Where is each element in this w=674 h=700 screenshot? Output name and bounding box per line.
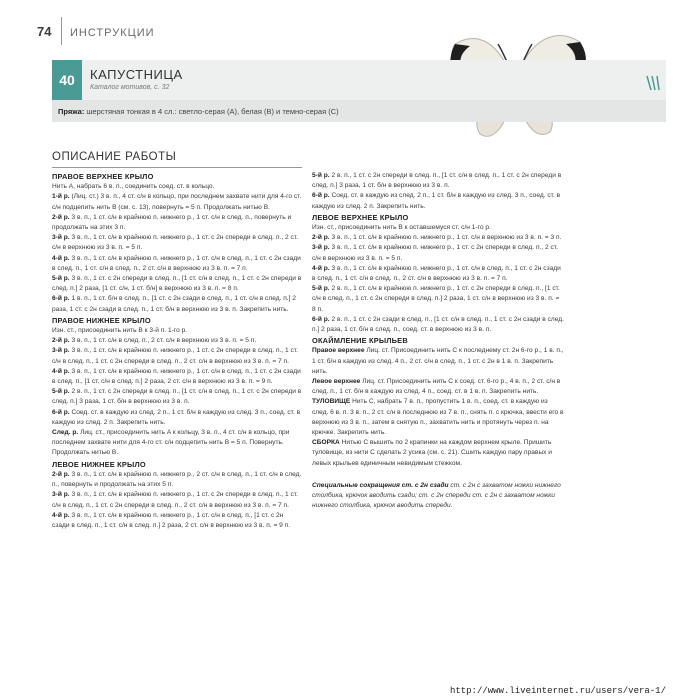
instruction-row — [52, 192, 302, 212]
instruction-row — [52, 254, 302, 274]
right-column — [312, 171, 564, 512]
row-label: 3-й р. — [312, 244, 330, 252]
row-label: 5-й р. — [52, 275, 70, 283]
row-label: 5-й р. — [52, 388, 70, 396]
row-label: 2-й р. — [52, 470, 70, 478]
row-text: 3 в. п., 1 ст. с/н в крайнюю п. нижнего р., 1 ст. с/н в след. п., повернуть и продолжать на этих 3 п. — [52, 213, 292, 232]
row-label: СБОРКА — [312, 439, 340, 447]
row-text: 3 в. п., 1 ст. с/н в крайнюю п. нижнего р., 1 ст. с/н в след. п., 1 ст. с 2н сзади в след. п., 1 ст. с/н в след. п., 2 ст. с/н в верхнюю из 3 в. п. = 7 п. — [52, 254, 301, 272]
instruction-row — [52, 470, 302, 490]
row-text: 3 в. п., 1 ст. с/н в крайнюю п. нижнего р., 1 ст. с/н в след. п., [1 ст. с 2н сзади в след. п., 1 ст. с/н в след. п.] 2 раза, 2 ст. с/н в верхнюю из 3 в. п. = 9 п. — [52, 511, 291, 529]
heading-divider — [52, 167, 302, 168]
row-label: 3-й р. — [52, 491, 70, 499]
row-label: 6-й р. — [52, 295, 70, 303]
row-label: Специальные сокращения ст. с 2н сзади — [312, 481, 449, 489]
row-label: 1-й р. — [52, 193, 70, 201]
row-text: Нить C, набрать 7 в. п., пропустить 1 в. п., соед. ст. в каждую из след. 6 в. п. 3 в. п., 2 ст. с/н в последнюю из 7 в. п., снять п. с крючка, ввести его в верхнюю из 3 в. п., затем в снятую п., захватить нить и протянуть через п. на крючке. Закрепить нить. — [312, 398, 564, 437]
row-label: 2-й р. — [52, 337, 70, 345]
yarn-description: шерстяная тонкая в 4 сл.: светло-серая (A), белая (B) и темно-серая (C) — [84, 107, 339, 116]
instruction-text: Изн. ст., присоединить нить B к оставшемуся ст. с/н 1-го р. — [312, 224, 491, 232]
row-text: Лиц. ст. Присоединить нить C к последнему ст. 2н 6-го р., 1 в. п., 1 ст. б/н в каждую из след. 4 п., 2 ст. с/н в след. п., 1 ст. с 2н в 1 в. п. Закрепить нить. — [312, 347, 564, 375]
source-watermark: http://www.liveinternet.ru/users/vera-1/ — [449, 686, 666, 696]
page-number: 74 — [37, 24, 52, 39]
row-text: Лиц. ст., присоединить нить A к кольцу, 3 в. п., 4 ст. с/н в кольцо, при последнем захвате нити для 4-го ст. с/н подцепить нить B = 5 п. Повернуть. Продолжать нитью B. — [52, 429, 290, 457]
instruction-row — [52, 294, 302, 314]
instruction-row — [312, 346, 564, 377]
row-label: 5-й р. — [312, 285, 330, 293]
instruction-row — [312, 315, 564, 335]
row-label: След. р. — [52, 429, 79, 437]
subsection-heading: ПРАВОЕ НИЖНЕЕ КРЫЛО — [52, 315, 151, 325]
row-text: 3 в. п., 1 ст. с/н в крайнюю п. нижнего р., 1 ст. с/н в след. п., 1 ст. с 2н сзади в след. п., 1 ст. с/н в след. п., 2 ст. с/н в верхнюю из 3 в. п. = 7 п. — [312, 264, 561, 283]
row-text: 3 в. п., 1 ст. с/н в след. п., 2 ст. с/н в верхнюю из 3 в. п. = 5 п. — [69, 337, 257, 345]
instruction-row — [312, 171, 564, 191]
row-text: 2 в. п., 1 ст. с 2н спереди в след. п., [1 ст. с/н в след. п., 1 ст. с 2н спереди в след. п.] 3 раза, 1 ст. б/н в верхнюю из 3 в. п. — [52, 388, 302, 406]
instruction-row — [312, 438, 564, 469]
row-text: Нитью C вышить по 2 крапинки на каждом верхнем крыле. Пришить туловище, из нити C сделать 2 усика (см. с. 21). Сшить каждую пару правых и левых крыльев единичным невидимым стежком. — [312, 439, 552, 467]
row-text: Соед. ст. в каждую из след. 2 п., 1 ст. б/н в каждую из след. 3 п., соед. ст. в каждую из след. 2 п. Закрепить нить. — [52, 408, 301, 426]
row-text: 2 в. п., 1 ст. с/н в крайнюю п. нижнего р., 1 ст. с 2н спереди в след. п., [1 ст. с/н в след. п., 1 ст. с 2н спереди в след. п.] 2 раза, 1 ст. с/н в верхнюю из 3 в. п. = 8 п. — [312, 285, 560, 313]
row-text: 3 в. п., 1 ст. с 2н спереди в след. п., [1 ст. с/н в след. п., 1 ст. с 2н спереди в след. п.] 2 раза, [1 ст. с/н, 1 ст. б/н] в верхнюю из 3 в. п. = 8 п. — [52, 275, 302, 293]
row-text: 2 в. п., 1 ст. с 2н сзади в след. п., [1 ст. с/н в след. п., 1 ст. с 2н сзади в след. п.] 2 раза, 1 ст. б/н в след. п., соед. ст. в верхнюю из 3 в. п. — [312, 315, 564, 334]
instruction-row — [52, 428, 302, 459]
row-label: ТУЛОВИЩЕ — [312, 398, 351, 406]
instruction-text: Изн. ст., присоединить нить B к 3-й п. 1-го р. — [52, 327, 188, 335]
instruction-row — [52, 336, 302, 346]
instruction-row — [312, 191, 564, 211]
instruction-row — [52, 367, 302, 387]
row-text: 3 в. п., 1 ст. с/н в крайнюю п. нижнего р., 2 ст. с/н в след. п., 1 ст. с/н в след. п., повернуть и продолжать на этих 5 п. — [52, 470, 302, 489]
row-label: 2-й р. — [52, 213, 70, 221]
subsection-heading: ЛЕВОЕ НИЖНЕЕ КРЫЛО — [52, 459, 146, 469]
row-text: 3 в. п., 1 ст. с/н в крайнюю п. нижнего р., 1 ст. с 2н спереди в след. п., 2 ст. с/н в верхнюю из 3 в. п. = 5 п. — [312, 244, 558, 262]
row-text: 3 в. п., 1 ст. с/н в крайнюю п. нижнего р., 1 ст. с/н в след. п., 1 ст. с 2н сзади в след. п., [1 ст. с/н в след. п.] 2 раза, 2 ст. с/н в верхнюю из 3 в. п. = 9 п. — [52, 367, 301, 386]
instruction-row — [52, 233, 302, 253]
yarn-info — [58, 107, 339, 116]
row-label: 2-й р. — [312, 234, 330, 242]
instruction-row — [52, 346, 302, 366]
instruction-row — [312, 397, 564, 438]
row-label: Левое верхнее — [312, 378, 361, 386]
row-text: 3 в. п., 1 ст. с/н в крайнюю п. нижнего р., 1 ст. с 2н спереди в след. п., 1 ст. с/н в след. п., 1 ст. с 2н спереди в след. п., 2 ст. с/н в верхнюю из 3 в. п. = 7 п. — [52, 347, 298, 365]
instruction-row — [312, 284, 564, 315]
row-label: 5-й р. — [312, 172, 330, 179]
instruction-row — [52, 408, 302, 428]
instruction-row — [312, 233, 564, 243]
instruction-row — [312, 264, 564, 284]
instruction-row — [52, 490, 302, 510]
row-text: Соед. ст. в каждую из след. 2 п., 1 ст. б/н в каждую из след. 3 п., соед. ст. в каждую из след. 2 п. Закрепить нить. — [312, 192, 561, 210]
row-text: Лиц. ст. Присоединить нить C к соед. ст. 6-го р., 4 в. п., 2 ст. с/н в след. п., 1 ст. б/н в каждую из след. 4 п., соед. ст. в 1 в. п. Закрепить нить. — [312, 378, 561, 396]
row-label: 6-й р. — [52, 408, 70, 416]
row-text: 3 в. п., 1 ст. с/н в крайнюю п. нижнего р., 1 ст. с/н в верхнюю из 3 в. п. = 3 п. — [329, 234, 562, 242]
row-text: 2 в. п., 1 ст. с 2н спереди в след. п., [1 ст. с/н в след. п., 1 ст. с 2н спереди в след. п.] 3 раза, 1 ст. б/н в верхнюю из 3 в. п. — [312, 172, 562, 190]
row-label: 3-й р. — [52, 234, 70, 242]
row-label: 6-й р. — [312, 315, 330, 323]
row-label: 4-й р. — [312, 264, 330, 272]
subsection-heading: ПРАВОЕ ВЕРХНЕЕ КРЫЛО — [52, 172, 154, 181]
instruction-row — [52, 511, 302, 531]
row-label: 4-й р. — [52, 367, 70, 375]
subsection-heading: ЛЕВОЕ ВЕРХНЕЕ КРЫЛО — [312, 212, 409, 222]
pattern-title: КАПУСТНИЦА — [90, 67, 183, 82]
row-label: 4-й р. — [52, 511, 70, 519]
instruction-row — [52, 387, 302, 407]
header-divider — [61, 17, 62, 45]
row-text: 1 в. п., 1 ст. б/н в след. п., [1 ст. с 2н сзади в след. п., 1 ст. с/н в след. п.] 2 раза, 1 ст. с 2н сзади в след. п., 1 ст. б/н в верхнюю из 3 в. п. Закрепить нить. — [52, 295, 296, 313]
row-label: 3-й р. — [52, 347, 70, 355]
instruction-text: Нить A, набрать 6 в. п., соединить соед. ст. в кольцо. — [52, 183, 215, 191]
pattern-number: 40 — [52, 60, 82, 100]
yarn-label: Пряжа: — [58, 107, 85, 116]
instruction-row — [52, 213, 302, 233]
row-label: 6-й р. — [312, 192, 330, 200]
description-heading: ОПИСАНИЕ РАБОТЫ — [52, 151, 177, 163]
instruction-row — [52, 274, 302, 294]
instruction-row — [312, 377, 564, 397]
decorative-icon — [645, 74, 661, 92]
subsection-heading: ОКАЙМЛЕНИЕ КРЫЛЬЕВ — [312, 336, 408, 346]
row-label: Правое верхнее — [312, 347, 365, 355]
instruction-row — [312, 243, 564, 263]
left-column — [52, 171, 302, 531]
section-title: ИНСТРУКЦИИ — [70, 27, 155, 39]
catalog-reference: Каталог мотивов, с. 32 — [90, 84, 170, 91]
row-text: (Лиц. ст.) 3 в. п., 4 ст. с/н в кольцо, при последнем захвате нити для 4-го ст. с/н подцепить нить B (см. с. 13), повернуть = 5 п. Продолжать нитью B. — [52, 193, 302, 211]
row-text: ст. с 2н с захватом ножки нижнего столбика, крючок вводить сзади; ст. с 2н спереди ст. с 2н с захватом ножки нижнего столбика, крючок вводить спереди. — [312, 481, 561, 510]
row-label: 4-й р. — [52, 254, 70, 262]
row-text: 3 в. п., 1 ст. с/н в крайнюю п. нижнего р., 1 ст. с 2н спереди в след. п., 1 ст. с/н в след. п., 1 ст. с 2н спереди в след. п., 2 ст. с/н в верхнюю из 3 в. п. = 7 п. — [52, 491, 298, 509]
row-text: 3 в. п., 1 ст. с/н в крайнюю п. нижнего р., 1 ст. с 2н спереди в след. п., 2 ст. с/н в верхнюю из 3 в. п. = 5 п. — [52, 234, 298, 252]
abbreviations-note — [312, 481, 564, 512]
